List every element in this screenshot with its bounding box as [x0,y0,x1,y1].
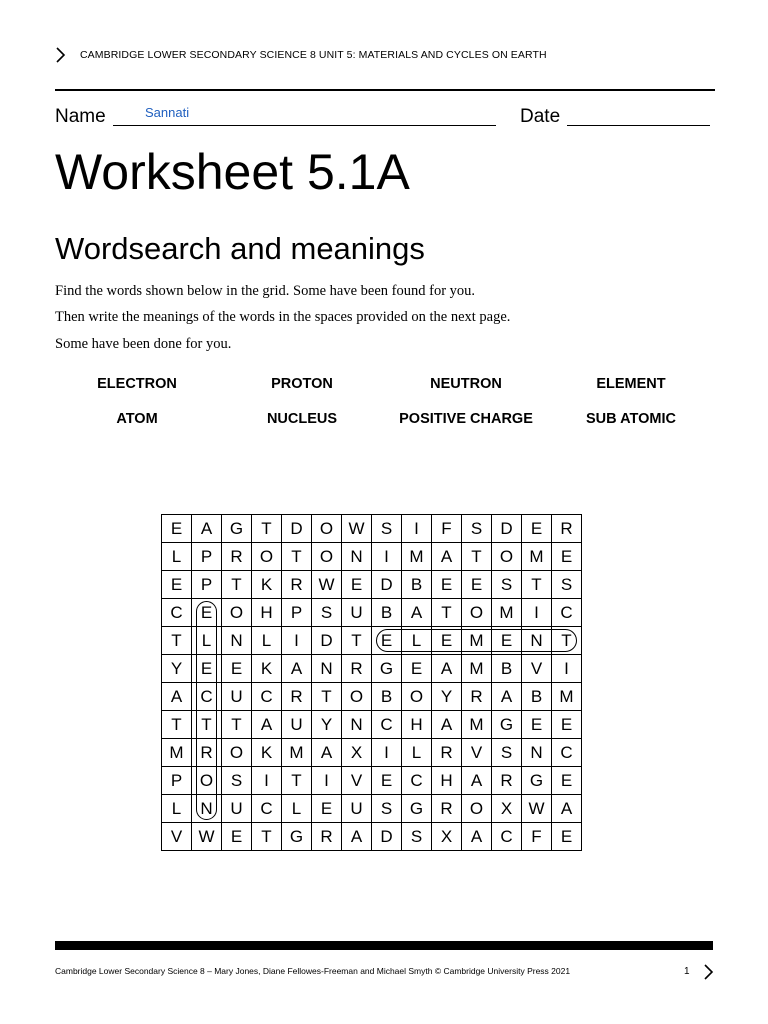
grid-cell: U [342,599,372,627]
grid-cell: N [342,543,372,571]
grid-cell: L [402,739,432,767]
grid-cell: R [462,683,492,711]
grid-cell: E [522,515,552,543]
grid-cell: M [162,739,192,767]
grid-cell: I [252,767,282,795]
grid-cell: G [372,655,402,683]
grid-cell: E [552,823,582,851]
date-label: Date [520,106,561,127]
grid-cell: D [492,515,522,543]
grid-cell: O [312,515,342,543]
grid-cell: L [282,795,312,823]
grid-cell: N [222,627,252,655]
grid-cell: E [342,571,372,599]
word-item: SUB ATOMIC [586,411,676,427]
grid-cell: R [552,515,582,543]
grid-cell: D [282,515,312,543]
grid-cell: A [432,655,462,683]
grid-cell: E [462,571,492,599]
grid-cell: Y [432,683,462,711]
grid-cell: L [162,795,192,823]
grid-cell: F [432,515,462,543]
grid-cell: A [462,823,492,851]
grid-cell: A [402,599,432,627]
grid-cell: H [432,767,462,795]
grid-cell: S [492,571,522,599]
grid-cell: S [312,599,342,627]
grid-cell: N [522,739,552,767]
grid-cell: A [462,767,492,795]
grid-cell: A [432,711,462,739]
chevron-right-icon [54,46,68,64]
grid-cell: L [402,627,432,655]
grid-cell: G [282,823,312,851]
grid-cell: A [282,655,312,683]
grid-cell: T [462,543,492,571]
grid-cell: O [492,543,522,571]
grid-cell: R [222,543,252,571]
grid-cell: B [372,683,402,711]
grid-cell: D [372,823,402,851]
name-date-row [55,103,715,131]
grid-cell: B [492,655,522,683]
grid-cell: M [462,711,492,739]
grid-cell: D [372,571,402,599]
grid-cell: M [552,683,582,711]
name-value[interactable]: Sannati [145,105,190,120]
grid-cell: C [162,599,192,627]
grid-cell: C [402,767,432,795]
grid-cell: B [372,599,402,627]
page-subtitle: Wordsearch and meanings [55,231,425,266]
grid-cell: T [342,627,372,655]
grid-cell: E [552,767,582,795]
grid-cell: I [312,767,342,795]
grid-cell: S [372,795,402,823]
grid-cell: V [462,739,492,767]
grid-cell: O [312,543,342,571]
grid-cell: L [192,627,222,655]
grid-cell: L [162,543,192,571]
grid-cell: H [252,599,282,627]
grid-cell: E [162,571,192,599]
header-divider [55,89,715,91]
grid-cell: R [312,823,342,851]
grid-cell: D [312,627,342,655]
grid-cell: E [402,655,432,683]
grid-cell: E [432,627,462,655]
grid-cell: E [522,711,552,739]
instruction-line: Then write the meanings of the words in the spaces provided on the next page. [55,309,511,325]
grid-cell: A [312,739,342,767]
grid-cell: S [402,823,432,851]
grid-cell: E [372,767,402,795]
grid-cell: U [342,795,372,823]
grid-cell: M [462,655,492,683]
grid-cell: N [312,655,342,683]
grid-row [162,627,582,655]
grid-cell: C [192,683,222,711]
word-item: ELECTRON [97,376,177,392]
grid-row [162,599,582,627]
grid-cell: B [522,683,552,711]
page-number: 1 [684,966,690,977]
grid-cell: T [222,571,252,599]
grid-cell: N [192,795,222,823]
grid-cell: V [342,767,372,795]
grid-cell: T [432,599,462,627]
grid-cell: R [282,683,312,711]
grid-cell: A [192,515,222,543]
grid-cell: H [402,711,432,739]
grid-cell: C [252,683,282,711]
grid-cell: C [552,739,582,767]
header-title: CAMBRIDGE LOWER SECONDARY SCIENCE 8 UNIT 5: MATERIALS AND CYCLES ON EARTH [80,49,547,61]
name-label: Name [55,106,106,127]
grid-cell: R [432,795,462,823]
grid-cell: Y [162,655,192,683]
grid-cell: I [522,599,552,627]
grid-cell: O [252,543,282,571]
grid-cell: L [252,627,282,655]
grid-cell: A [342,823,372,851]
grid-cell: E [222,823,252,851]
grid-cell: A [492,683,522,711]
grid-cell: C [372,711,402,739]
grid-cell: I [282,627,312,655]
word-item: PROTON [271,376,333,392]
grid-cell: E [192,599,222,627]
grid-cell: U [282,711,312,739]
grid-cell: T [162,711,192,739]
grid-cell: W [312,571,342,599]
grid-cell: S [462,515,492,543]
grid-row [162,655,582,683]
grid-cell: R [282,571,312,599]
grid-cell: M [462,627,492,655]
grid-cell: T [252,515,282,543]
word-item: NUCLEUS [266,411,338,427]
grid-row [162,571,582,599]
grid-cell: T [282,767,312,795]
grid-cell: M [522,543,552,571]
grid-cell: T [552,627,582,655]
grid-cell: G [222,515,252,543]
grid-cell: E [222,655,252,683]
word-item: POSITIVE CHARGE [399,411,533,427]
grid-cell: S [492,739,522,767]
grid-cell: A [252,711,282,739]
grid-cell: E [162,515,192,543]
grid-cell: V [522,655,552,683]
name-field[interactable] [113,125,496,126]
grid-cell: N [522,627,552,655]
grid-cell: O [222,599,252,627]
grid-cell: R [492,767,522,795]
grid-cell: P [282,599,312,627]
grid-cell: B [402,571,432,599]
footer-bar [55,941,713,950]
grid-row [162,767,582,795]
instruction-line: Find the words shown below in the grid. Some have been found for you. [55,283,476,299]
grid-cell: S [552,571,582,599]
grid-cell: U [222,683,252,711]
grid-cell: K [252,739,282,767]
grid-cell: M [402,543,432,571]
grid-cell: E [312,795,342,823]
grid-cell: X [342,739,372,767]
grid-row [162,823,582,851]
grid-cell: E [552,543,582,571]
wordsearch-grid [161,514,582,851]
grid-cell: P [192,543,222,571]
grid-cell: A [432,543,462,571]
grid-cell: T [252,823,282,851]
word-item: ELEMENT [596,376,666,392]
word-item: ATOM [116,411,158,427]
grid-cell: X [492,795,522,823]
grid-cell: Y [312,711,342,739]
grid-row [162,739,582,767]
grid-cell: M [492,599,522,627]
grid-cell: O [222,739,252,767]
grid-cell: W [522,795,552,823]
word-item: NEUTRON [430,376,502,392]
grid-cell: O [462,599,492,627]
grid-cell: R [342,655,372,683]
grid-row [162,543,582,571]
grid-cell: S [222,767,252,795]
grid-row [162,683,582,711]
grid-cell: S [372,515,402,543]
grid-cell: E [492,627,522,655]
grid-cell: G [492,711,522,739]
grid-cell: T [162,627,192,655]
grid-cell: E [432,571,462,599]
grid-cell: A [552,795,582,823]
grid-cell: C [252,795,282,823]
page-title: Worksheet 5.1A [55,144,410,200]
grid-cell: O [192,767,222,795]
grid-cell: G [402,795,432,823]
grid-cell: R [432,739,462,767]
grid-cell: U [222,795,252,823]
grid-cell: R [192,739,222,767]
grid-cell: V [162,823,192,851]
grid-cell: F [522,823,552,851]
grid-cell: C [552,599,582,627]
grid-cell: C [492,823,522,851]
grid-cell: I [372,739,402,767]
grid-cell: O [342,683,372,711]
grid-cell: P [192,571,222,599]
grid-cell: P [162,767,192,795]
grid-cell: T [282,543,312,571]
grid-cell: I [552,655,582,683]
grid-cell: X [432,823,462,851]
footer-credit: Cambridge Lower Secondary Science 8 – Mary Jones, Diane Fellowes-Freeman and Michael Smyth © Cambridge University Press 2021 [55,966,571,976]
grid-cell: T [192,711,222,739]
grid-cell: T [312,683,342,711]
grid-row [162,515,582,543]
grid-cell: W [342,515,372,543]
date-field[interactable] [567,125,710,126]
grid-cell: T [222,711,252,739]
grid-cell: E [552,711,582,739]
chevron-right-icon[interactable] [702,963,716,981]
grid-cell: K [252,655,282,683]
grid-cell: W [192,823,222,851]
grid-cell: E [372,627,402,655]
grid-cell: G [522,767,552,795]
grid-row [162,711,582,739]
grid-cell: N [342,711,372,739]
grid-cell: I [402,515,432,543]
grid-row [162,795,582,823]
grid-cell: K [252,571,282,599]
instruction-line: Some have been done for you. [55,336,232,352]
grid-cell: E [192,655,222,683]
grid-cell: O [462,795,492,823]
grid-cell: I [372,543,402,571]
grid-cell: A [162,683,192,711]
grid-cell: M [282,739,312,767]
grid-cell: T [522,571,552,599]
grid-cell: O [402,683,432,711]
